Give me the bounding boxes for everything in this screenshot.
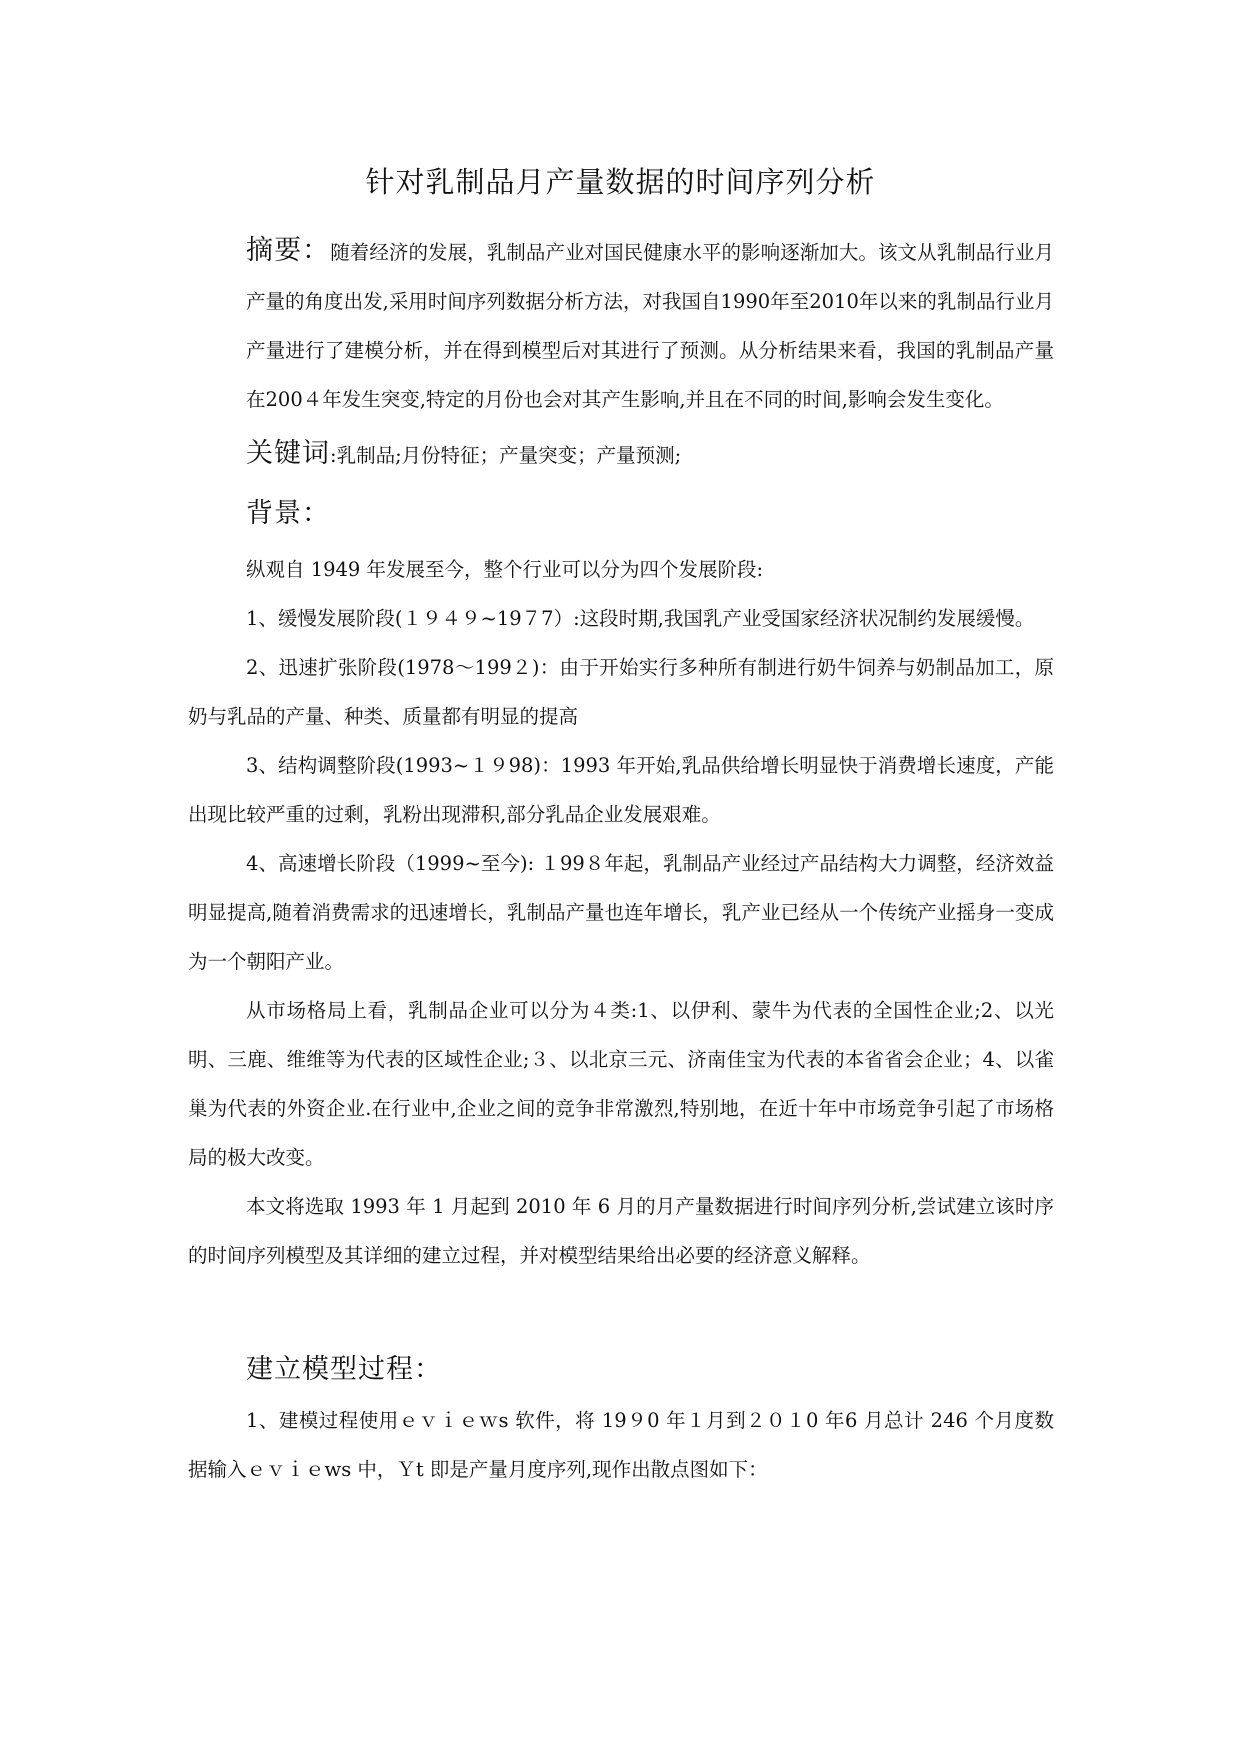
abstract-text: 随着经济的发展，乳制品产业对国民健康水平的影响逐渐加大。该文从乳制品行业月产量的角度出发,采用时间序列数据分析方法，对我国自1990年至2010年以来的乳制品行业月产量进行了建模分析，并在得到模型后对其进行了预测。从分析结果来看，我国的乳制品产量在200４年发生突变,特定的月份也会对其产生影响,并且在不同的时间,影响会发生变化。 [246,241,1054,411]
modeling-heading: 建立模型过程： [246,1354,442,1385]
modeling-paragraph-1: 1、建模过程使用ｅｖｉｅｗs 软件，将 19９0 年１月到２０１0 年6 月总计 246 个月度数据输入ｅｖｉｅws 中，Ｙt 即是产量月度序列,现作出散点图如下： [188,1409,1054,1481]
keywords [246,434,1054,476]
keywords-label: 关键词 [246,438,330,469]
keywords-text: :乳制品;月份特征；产量突变；产量预测; [330,444,682,467]
background-paragraph-3: 2、迅速扩张阶段(1978～199２)：由于开始实行多种所有制进行奶牛饲养与奶制品加工，原奶与乳品的产量、种类、质量都有明显的提高 [188,656,1054,728]
background-paragraph-4: 3、结构调整阶段(1993~１９98)：1993 年开始,乳品供给增长明显快于消费增长速度，产能出现比较严重的过剩，乳粉出现滞积,部分乳品企业发展艰难。 [188,754,1054,826]
background-paragraph-2: 1、缓慢发展阶段(１９４９~19７7）:这段时期,我国乳产业受国家经济状况制约发展缓慢。 [246,607,1035,630]
abstract [188,226,1054,424]
abstract-label: 摘要： [246,235,331,266]
page-title: 针对乳制品月产量数据的时间序列分析 [365,165,876,199]
background-heading: 背景： [246,498,330,529]
background-body [188,545,1054,1280]
background-paragraph-1: 纵观自 1949 年发展至今，整个行业可以分为四个发展阶段: [246,558,764,581]
background-paragraph-5: 4、高速增长阶段（1999~至今): １99８年起，乳制品产业经过产品结构大力调整，经济效益明显提高,随着消费需求的迅速增长，乳制品产量也连年增长，乳产业已经从一个传统产业摇身一变成为一个朝阳产业。 [188,852,1054,973]
modeling-body [188,1396,1054,1494]
background-paragraph-7: 本文将选取 1993 年 1 月起到 2010 年 6 月的月产量数据进行时间序列分析,尝试建立该时序的时间序列模型及其详细的建立过程，并对模型结果给出必要的经济意义解释。 [188,1195,1054,1267]
background-paragraph-6: 从市场格局上看，乳制品企业可以分为４类:1、以伊利、蒙牛为代表的全国性企业;2、以光明、三鹿、维维等为代表的区域性企业;３、以北京三元、济南佳宝为代表的本省省会企业；4、以雀巢为代表的外资企业.在行业中,企业之间的竞争非常激烈,特别地，在近十年中市场竞争引起了市场格局的极大改变。 [188,999,1054,1169]
